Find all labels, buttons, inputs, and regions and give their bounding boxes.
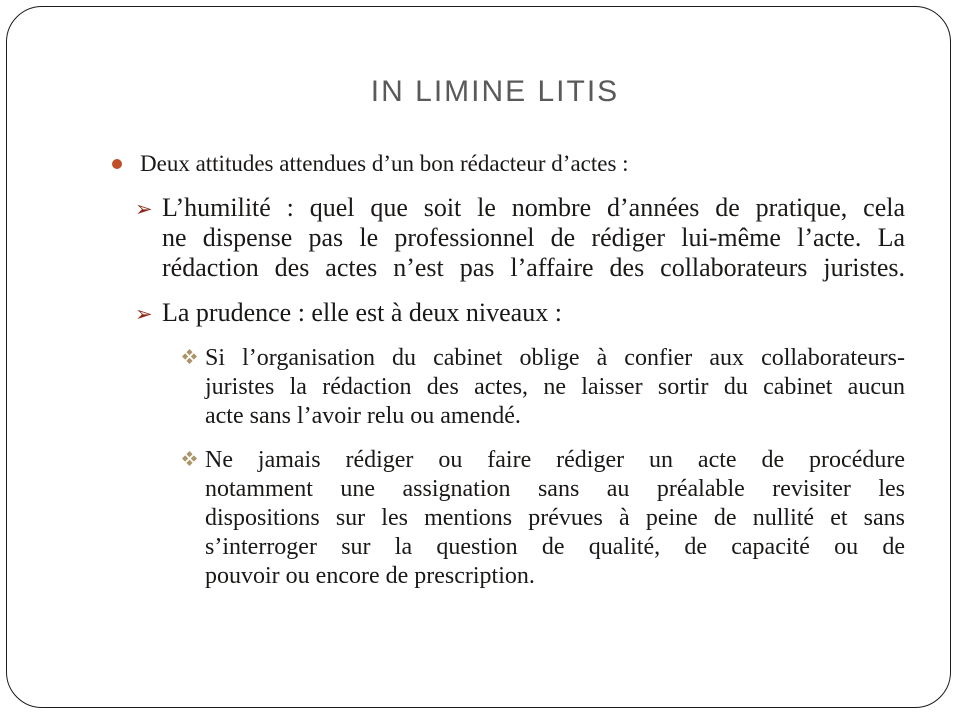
text-line: La prudence : elle est à deux niveaux : [162, 298, 562, 327]
slide-title: IN LIMINE LITIS [370, 75, 620, 108]
dot-bullet-icon [112, 150, 140, 178]
diamond-bullet-icon [182, 344, 205, 431]
bullet-item [85, 446, 905, 591]
text-line: pouvoir ou encore de prescription. [205, 563, 535, 589]
bullet-text [205, 344, 905, 431]
text-line: s’interroger sur la question de qualité, de capacité ou de [205, 534, 905, 560]
bullet-list [85, 150, 905, 591]
bullet-item [85, 298, 905, 329]
bullet-text [205, 446, 905, 591]
text-line: Ne jamais rédiger ou faire rédiger un acte de procédure [205, 447, 905, 473]
text-line: ne dispense pas le professionnel de rédiger lui-même l’acte. La [162, 223, 905, 252]
text-line: rédaction des actes n’est pas l’affaire des collaborateurs juristes. [162, 253, 905, 282]
text-line: Si l’organisation du cabinet oblige à confier aux collaborateurs- [205, 345, 905, 371]
text-line: L’humilité : quel que soit le nombre d’années de pratique, cela [162, 193, 905, 222]
arrow-bullet-icon: ➢ [135, 197, 153, 221]
bullet-text [162, 298, 905, 329]
text-line: Deux attitudes attendues d’un bon rédacteur d’actes : [140, 151, 629, 176]
bullet-item [85, 150, 905, 178]
bullet-item [85, 193, 905, 283]
bullet-item [85, 344, 905, 431]
slide-content [85, 0, 905, 606]
text-line: dispositions sur les mentions prévues à peine de nullité et sans [205, 505, 905, 531]
text-line: juristes la rédaction des actes, ne laisser sortir du cabinet aucun [205, 374, 905, 400]
text-line: acte sans l’avoir relu ou amendé. [205, 403, 521, 429]
bullet-text [140, 150, 905, 178]
bullet-text [162, 193, 905, 283]
text-line: notamment une assignation sans au préalable revisiter les [205, 476, 905, 502]
arrow-bullet-icon: ➢ [135, 302, 153, 326]
diamond-bullet-icon [182, 446, 205, 591]
